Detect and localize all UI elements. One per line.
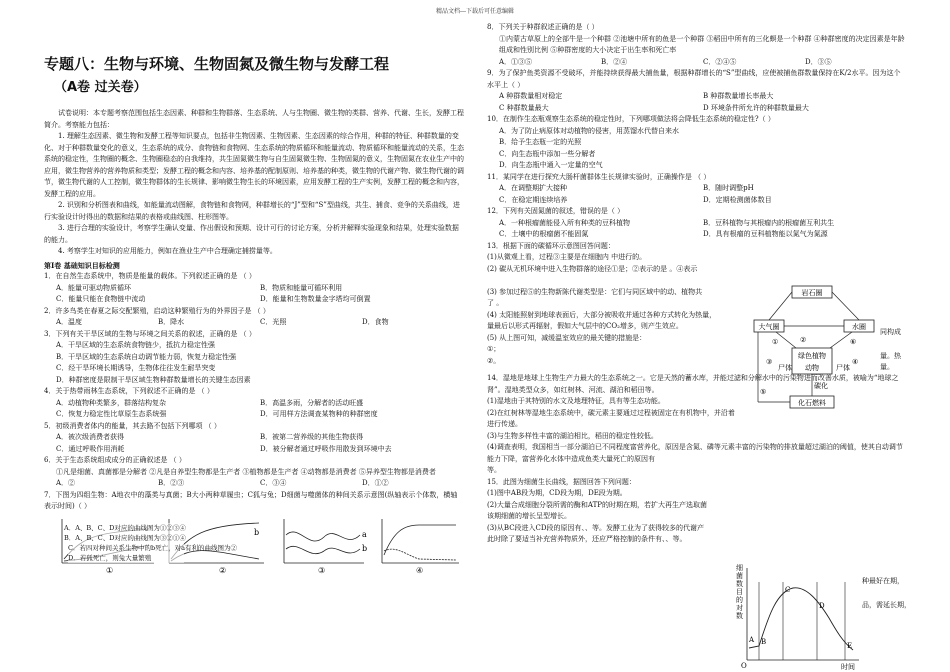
axis-label-x: 时间 (841, 663, 855, 670)
answer-option: D．③⑤ (805, 57, 832, 66)
answer-option: ①内蒙古草原上的全部牛是一个种群 ②池塘中所有的鱼是一个种群 ③稻田中所有的三化螟是一个种群 ④种群密度的决定因素是年龄组成和性别比例 ⑤种群密度的大小决定于出生率和死亡率 (499, 34, 905, 54)
option-group (487, 218, 907, 241)
question (487, 114, 907, 172)
label-num: ① (772, 338, 779, 346)
curve-label-b: b (362, 543, 368, 553)
answer-option: D．若狐死亡，则兔大量繁殖 (68, 553, 184, 563)
answer-option: B．干旱区域的生态系统自动调节能力弱，恢复力稳定性强 (56, 352, 237, 361)
question-stem: 13．根据下面的碳循环示意图回答问题： (487, 241, 615, 250)
graph-label: ④ (416, 565, 424, 575)
answer-line: 等。 (487, 466, 501, 474)
answer-option: A．温度 (56, 318, 83, 326)
answer-option: A．为了防止病原体对动植物的侵害，用蒸馏水代替自来水 (499, 126, 680, 135)
answer-option: B．②④ (601, 57, 628, 66)
answer-option: A．A、B、C、D对应的曲线图为①②③④ (64, 523, 186, 532)
intro-para: 试卷说明：本专题考察范围包括生态因素、种群和生物群落、生态系统、人与生物圈、微生物的类群、营养、代谢、生长，发酵工程简介。考察能力包括： (44, 109, 464, 129)
question (44, 306, 464, 329)
answer-option: B．给予生态瓶一定的光照 (499, 138, 582, 146)
question-list-left (44, 271, 464, 513)
option-group (487, 126, 907, 172)
question (487, 57, 907, 69)
answer-line: 量最后以形式再辐射，假如大气层中的CO₂增多，则产生效应。 (487, 322, 683, 330)
answer-line: 此时除了要适当补充营养物质外，还应严格控制的条件有、、等。 (487, 535, 687, 543)
origin-label: O (741, 662, 747, 670)
answer-option: B．②③ (158, 479, 185, 487)
answer-option: D．食物 (362, 318, 389, 326)
intro-para: 3. 进行合理的实验设计，考察学生确认变量、作出假设和预期、设计可行的讨论方案，分析并解释实验现象和结果，处理实验数据的能力。 (44, 224, 459, 244)
answer-option: A．② (56, 479, 76, 487)
question-stem: 7．下图为四组生物：A地衣中的藻类与真菌；B大小两种草履虫；C狐与兔；D细菌与噬菌体的种间关系示意图(纵轴表示个体数，横轴表示时间)（ ） (44, 490, 458, 510)
page-header: 精品文档---下载后可任意编辑 (435, 8, 515, 15)
answer-option: C．恢复力稳定性比草原生态系统强 (56, 410, 167, 418)
intro (44, 108, 464, 258)
answer-option: C．能量只能在食物链中流动 (56, 295, 146, 303)
answer-option: B．高温多雨，分解者的活动旺盛 (260, 398, 364, 407)
answer-option: ①凡是细菌、真菌都是分解者 ②凡是自养型生物都是生产者 ③植物都是生产者 ④动物都是消费者 ⑤异养型生物都是消费者 (56, 467, 436, 476)
answer-option: C．③④ (260, 479, 287, 487)
answer-option: D．被分解者通过呼吸作用散发到环境中去 (260, 444, 392, 453)
answer-option: D．可用样方法调查某物种的种群密度 (260, 410, 378, 418)
question (44, 421, 464, 456)
intro-para: 4. 考察学生对知识的应用能力，例如在渔业生产中合理确定捕捞量等。 (58, 247, 277, 255)
option-group (44, 340, 464, 386)
answer-option: C．通过呼吸作用消耗 (56, 444, 125, 453)
answer-line: 该期细菌的增长呈型增长。 (487, 512, 571, 520)
option-group (487, 57, 907, 69)
question-stem: 8．下列关于种群叙述正确的是（ ） (487, 23, 599, 31)
answer-option: C 种群数量最大 (499, 103, 549, 112)
answer-option: D．能量和生物数量金字塔均可倒置 (260, 295, 371, 303)
answer-option: B．降水 (158, 318, 185, 326)
answer-line: (5) 从上图可知，减缓温室效应的最关键的措施是： (487, 333, 647, 342)
question-stem: 11．某同学在进行探究大肠杆菌群体生长规律实验时，正确操作是 （ ） (487, 172, 711, 181)
answer-line: ①； (487, 345, 501, 353)
intro-para: 1. 理解生态因素、微生物和发酵工程等知识要点，包括非生物因素、生物因素、生态因素的综合作用，种群的特征、种群数量的变化、对于种群数量变化的意义，生态系统的成分、食物链和食物网、生态系统的物质循环和能量流动、物质循环和能量流动的关系，生态系统的稳定性，生物圈的概念、生物圈稳态的自我维持，共生固氮微生物与自生固氮微生物、生物固氮的意义，生物固氮在农业生产中的应用，微生物营养的营养物质和类型；发酵工程的概念和内容、培养基的配制原则、培养基的种类，微生物的代谢产物、微生物代谢的调节，微生物代谢的人工控制，微生物群体的生长规律、影响微生物生长的环境因素，应用发酵工程的生产实例，发酵工程的概念和内容，发酵工程的应用。 (44, 132, 464, 198)
answer-option: A．一种根瘤菌能侵入所有种类的豆科植物 (499, 218, 631, 227)
question-15 (487, 477, 727, 546)
answer-fragment: 品，需延长期， (862, 600, 911, 609)
option-group (487, 34, 907, 57)
page-subtitle: （A卷 过关卷） (54, 80, 147, 95)
intro-para: 2. 识别和分析图表和曲线，如能量流动图解，食物链和食物网，种群增长的“J”型和“S”型曲线，共生、捕食、竞争的关系曲线，进行实验设计时得出的数据和结果的表格或曲线图、柱形图等。 (44, 201, 460, 221)
graph-label: ② (219, 565, 227, 575)
question-stem: 10．在制作生态瓶观察生态系统的稳定性时，下列哪项做法将会降低生态系统的稳定性?（ ） (487, 115, 775, 123)
answer-line: 了 。 (487, 299, 504, 307)
point-label: B (761, 638, 767, 646)
answer-option: A．在调整期扩大接种 (499, 184, 568, 192)
answer-option: B．豆科植物与其根瘤内的根瘤菌互利共生 (703, 218, 835, 227)
question-stem: 4．关于热带雨林生态系统，下列叙述不正确的是 （ ） (44, 387, 214, 395)
arrow (769, 292, 792, 320)
question-stem: 2．许多鸟类在春夏之际交配繁殖，启动这种繁殖行为的外界因子是 （ ） (44, 306, 270, 315)
answer-line: ②。 (487, 356, 501, 365)
curve-a (286, 531, 360, 540)
answer-option: D．具有根瘤的豆科植物能以氮气为氮源 (703, 230, 828, 238)
answer-fragment: 量。热 (880, 351, 901, 360)
graph-label: ① (106, 565, 114, 575)
answer-option: B．被第二营养级的其他生物获得 (260, 433, 364, 441)
answer-option: C．土壤中的根瘤菌不能固氮 (499, 230, 589, 238)
answer-option: A 种群数量相对稳定 (499, 92, 563, 100)
question-stem: 15．此图为细菌生长曲线，据图回答下列问题： (487, 477, 636, 486)
answer-line: (3)与生物多样性丰富的湖泊相比，稻田的稳定性较低。 (487, 431, 658, 440)
graph-3 (284, 519, 367, 575)
question (487, 68, 907, 114)
question (44, 329, 464, 387)
answer-line: (2)大量合成细胞分裂所需的酶和ATP的时期在期，若扩大再生产选取菌 (487, 500, 707, 509)
question (44, 490, 464, 513)
question-stem: 14．湿地是地球上生物生产力最大的生态系统之一。它是天然的蓄水库，并能过滤和分解水中的污染物进而改善水质，被喻为“地球之肾”。湿地类型众多，如红树林、河流、湖泊和稻田等。 (487, 374, 899, 394)
label-hydrosphere: 水圈 (852, 323, 866, 331)
question-list-right (487, 22, 907, 241)
left-column (44, 22, 464, 575)
answer-option: C．经干旱环境长期诱导，生物体往往发生耐旱突变 (56, 364, 216, 372)
point-label: E (847, 642, 853, 650)
answer-line: (4)调查表明，我国相当一部分湖泊已不同程度富营养化，原因是含氮、磷等元素丰富的污染物的排放量超过湖泊的阈值，使其自动调节能力下降，富营养化水体中造成鱼类大量死亡的原因有 (487, 443, 903, 463)
answer-line: (3)从BC段进入CD段的原因有、、等。发酵工业为了获得较多的代谢产 (487, 523, 705, 532)
curve-b (286, 546, 360, 553)
q13-right-fragments (880, 327, 901, 374)
answer-option: A．动植物种类繁多，群落结构复杂 (56, 398, 167, 407)
label-carbonize: 碳化 (814, 382, 828, 390)
answer-option: A．被次级消费者获得 (56, 433, 125, 441)
option-group (44, 398, 464, 421)
answer-fragment: 量。 (880, 363, 894, 371)
point-label: D (819, 602, 825, 610)
curve-label-a: a (362, 529, 367, 539)
answer-option: C．光照 (260, 318, 287, 326)
label-corpse: 尸体 (778, 364, 792, 372)
answer-option: C．在稳定期连续培养 (499, 195, 568, 204)
q15-right-fragments (862, 576, 911, 611)
label-corpse: 尸体 (836, 364, 850, 372)
answer-option: B 种群数量增长率最大 (703, 92, 774, 100)
answer-option: A．干旱区域的生态系统食物链少，抵抗力稳定性强 (56, 341, 216, 349)
answer-option: A．能量可驱动物质循环 (56, 283, 132, 292)
question (44, 271, 464, 306)
label-rock: 岩石圈 (801, 289, 823, 297)
option-group (44, 478, 464, 490)
option-group (44, 317, 464, 329)
question (487, 172, 907, 207)
graph-label: ③ (318, 565, 326, 575)
answer-fragment: 同构成 (880, 328, 901, 336)
answer-option: D．种群密度是限制干旱区域生物种群数量增长的关键生态因素 (56, 375, 251, 384)
answer-option: C．②④⑤ (703, 57, 737, 66)
curve-a (384, 525, 456, 555)
question (44, 386, 464, 421)
answer-option: D．定期检测菌体数目 (703, 195, 772, 204)
label-plants: 绿色植物 (798, 352, 826, 360)
answer-option: D．向生态瓶中通入一定量的空气 (499, 161, 603, 169)
option-group (487, 91, 907, 114)
axis-label-y: 细菌数目的对数 (736, 564, 743, 620)
question-stem: 5．初级消费者体内的能量，其去路不包括下列哪项 （ ） (44, 421, 221, 430)
option-group (44, 283, 464, 306)
curve-b (384, 549, 456, 560)
answer-option: D 环境条件所允许的种群数量最大 (703, 103, 809, 112)
point-label: A (749, 636, 755, 644)
answer-line: (4) 太阳能照射到地球表面后，大部分被吸收并通过各种方式转化为热量， (487, 310, 717, 319)
answer-line: (1)图中AB段为期，CD段为期，DE段为期。 (487, 489, 627, 497)
answer-option: C．向生态瓶中添加一些分解者 (499, 149, 596, 158)
arrow (830, 332, 852, 348)
question (44, 455, 464, 478)
answer-option: B．随时调整pH (703, 184, 754, 192)
arrow (832, 292, 859, 320)
question-stem: 6．关于生态系统组成成分的正确叙述是 （ ） (44, 456, 186, 464)
question (487, 206, 907, 241)
label-fossil-fuel: 化石燃料 (798, 399, 826, 407)
question (487, 22, 907, 57)
answer-line: 进行传递。 (487, 420, 522, 428)
answer-option: C．若四对种间关系生物中的b死亡，对a有利的曲线图为② (68, 543, 238, 552)
answer-fragment: 种最好在期， (862, 577, 904, 585)
bacterial-growth-curve (733, 562, 863, 670)
answer-line: (1)从微观上看，过程③主要是在细胞内 中进行的。 (487, 253, 647, 261)
option-group (44, 432, 464, 455)
answer-line: (2)在红树林等湿地生态系统中，碳元素主要通过过程被固定在有机物中，并沿着 (487, 408, 735, 417)
label-num: ⑥ (850, 338, 857, 346)
label-num: ③ (766, 358, 773, 366)
label-num: ② (800, 336, 807, 344)
answer-line: (2) 碳从无机环境中进入生物群落的途径①是；②表示的是 。④表示 (487, 264, 698, 273)
point-label: C (785, 586, 791, 594)
option-group (44, 467, 464, 479)
answer-option: A．①③⑤ (499, 57, 533, 66)
label-num: ⑤ (760, 388, 767, 396)
question-stem: 1．在自然生态系统中，物质是能量的载体。下列叙述正确的是 （ ） (44, 272, 256, 280)
question (44, 478, 464, 490)
label-num: ④ (852, 358, 859, 366)
section-heading: 第Ⅰ卷 基础知识目标检测 (44, 260, 120, 270)
question-stem: 9．为了保护鱼类资源不受破坏，并能持续获得最大捕鱼量，根据种群增长的“S”型曲线，应使被捕鱼群数量保持在K/2水平。因为这个水平上（ ） (487, 69, 901, 89)
label-atmosphere: 大气圈 (758, 323, 780, 331)
answer-line: (3) 参加过程⑤的生物新陈代谢类型是：它们与同区域中的动、植物共 (487, 287, 703, 296)
option-group (487, 183, 907, 206)
arrow (776, 332, 796, 348)
answer-option: B．物质和能量可循环利用 (260, 283, 343, 292)
answer-line: (1)湿地由于其特别的水文及地理特征，具有等生态功能。 (487, 397, 665, 405)
carbon-cycle-diagram (752, 284, 877, 414)
question-stem: 3．下列有关干旱区域的生物与环境之间关系的叙述，正确的是 （ ） (44, 329, 256, 338)
answer-option: D．①② (362, 479, 389, 487)
q7-options (44, 523, 238, 563)
page-title: 专题八：生物与环境、生物固氮及微生物与发酵工程 (44, 55, 390, 73)
graph-4 (382, 519, 459, 575)
label-animals: 动物 (805, 364, 819, 372)
question-stem: 12．下列有关固氮菌的叙述，错误的是（ ） (487, 207, 625, 215)
answer-option: B．A、B、C、D对应的曲线图为③②①④ (64, 533, 186, 542)
curve-label-b: b (254, 527, 260, 537)
